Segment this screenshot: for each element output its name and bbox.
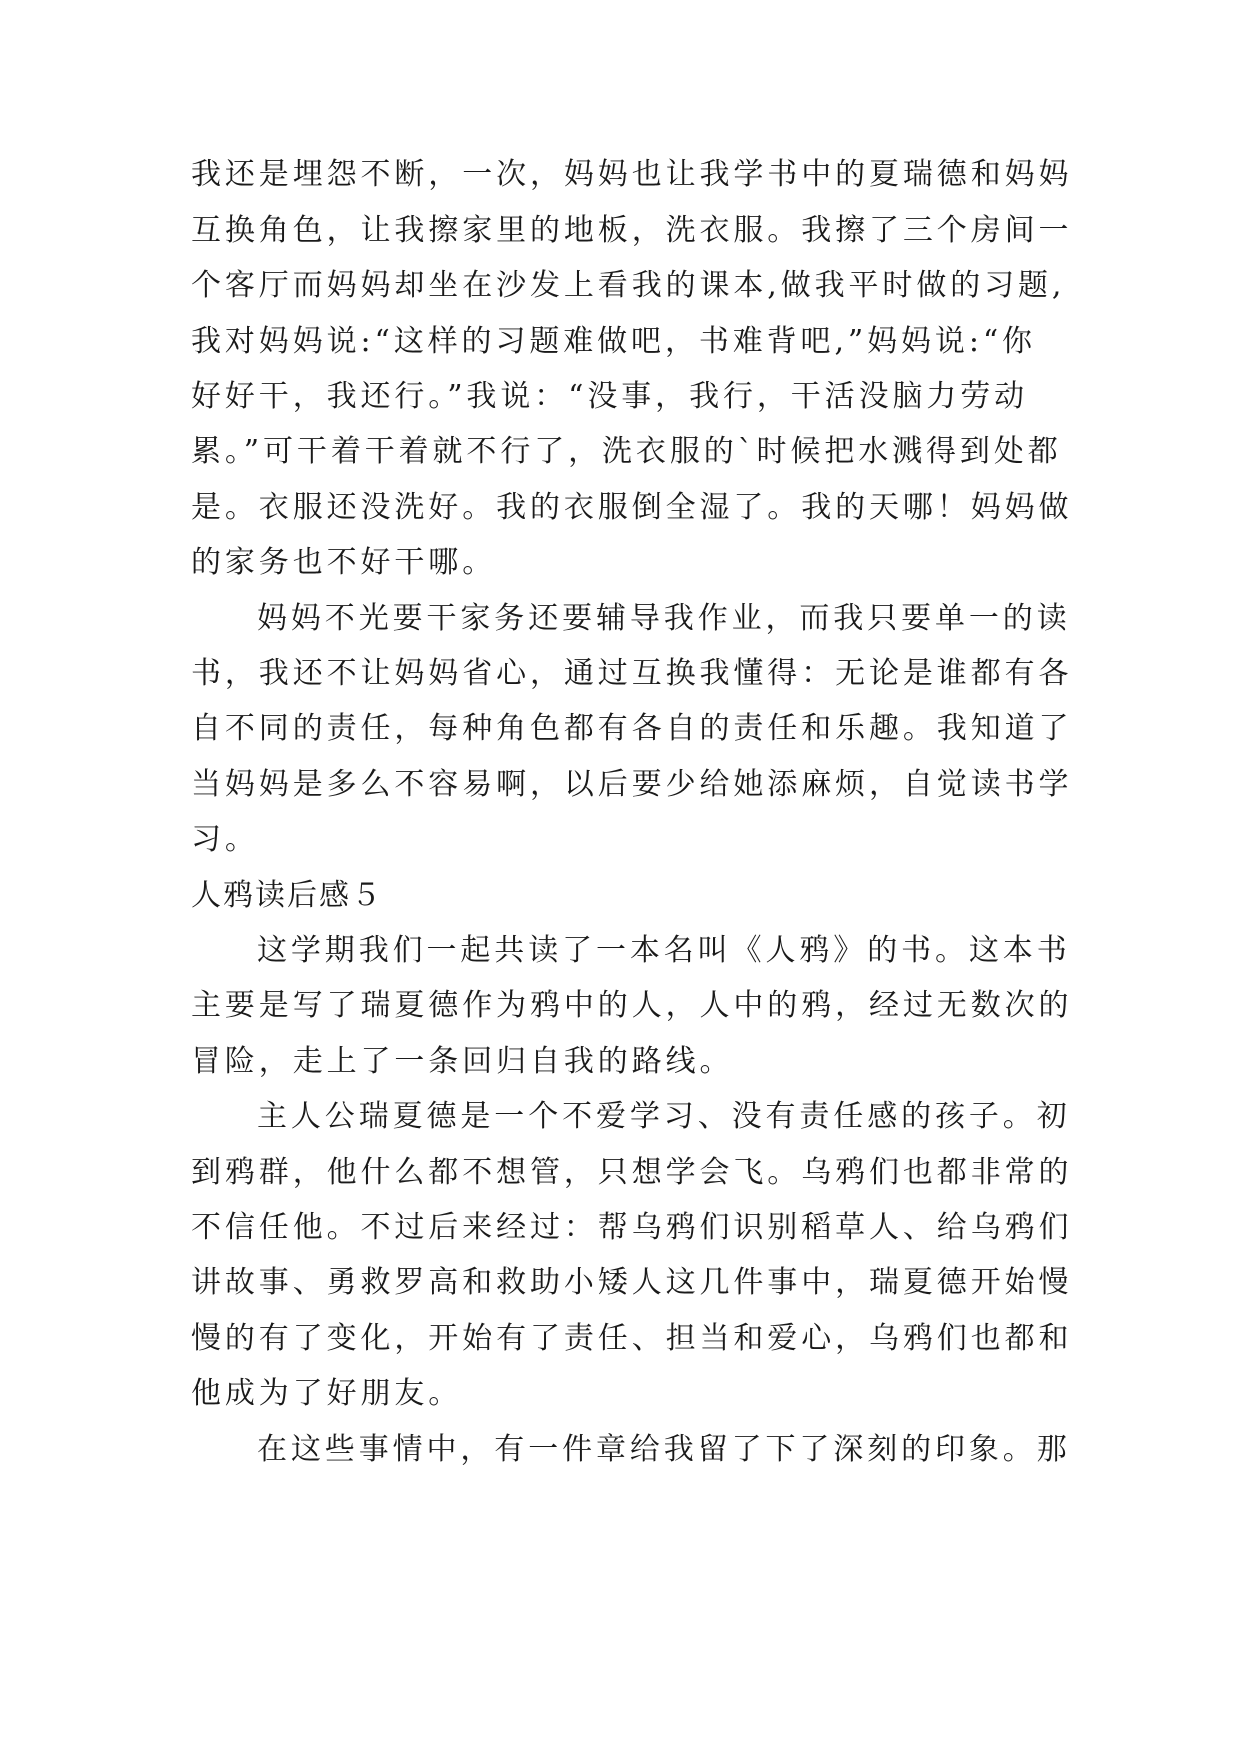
text-line: 主要是写了瑞夏德作为鸦中的人，人中的鸦，经过无数次的: [191, 988, 1073, 1023]
text-line: 我还是埋怨不断，一次，妈妈也让我学书中的夏瑞德和妈妈: [191, 157, 1073, 192]
text-line: 我对妈妈说:“这样的习题难做吧，书难背吧,”妈妈说:“你: [191, 324, 1036, 359]
text-line: 是。衣服还没洗好。我的衣服倒全湿了。我的天哪！妈妈做: [191, 490, 1073, 525]
text-line: 书，我还不让妈妈省心，通过互换我懂得：无论是谁都有各: [191, 656, 1073, 691]
text-line: 慢的有了变化，开始有了责任、担当和爱心，乌鸦们也都和: [191, 1321, 1073, 1356]
text-line: 的家务也不好干哪。: [191, 545, 497, 580]
paragraph-first-line: 妈妈不光要干家务还要辅导我作业，而我只要单一的读: [257, 601, 1071, 636]
text-line: 好好干，我还行。”我说：“没事，我行，干活没脑力劳动: [191, 379, 1029, 414]
paragraph-first-line: 在这些事情中，有一件章给我留了下了深刻的印象。那: [257, 1432, 1071, 1467]
text-line: 自不同的责任，每种角色都有各自的责任和乐趣。我知道了: [191, 711, 1073, 746]
text-line: 个客厅而妈妈却坐在沙发上看我的课本,做我平时做的习题,: [191, 268, 1066, 303]
text-line: 当妈妈是多么不容易啊，以后要少给她添麻烦，自觉读书学: [191, 767, 1073, 802]
text-line: 习。: [191, 822, 259, 857]
paragraph-first-line: 这学期我们一起共读了一本名叫《人鸦》的书。这本书: [257, 933, 1071, 968]
text-line: 互换角色，让我擦家里的地板，洗衣服。我擦了三个房间一: [191, 213, 1073, 248]
text-line: 到鸦群，他什么都不想管，只想学会飞。乌鸦们也都非常的: [191, 1155, 1073, 1190]
text-line: 他成为了好朋友。: [191, 1376, 463, 1411]
paragraph-first-line: 主人公瑞夏德是一个不爱学习、没有责任感的孩子。初: [257, 1099, 1071, 1134]
text-line: 冒险，走上了一条回归自我的路线。: [191, 1044, 734, 1079]
text-line: 不信任他。不过后来经过：帮乌鸦们识别稻草人、给乌鸦们: [191, 1210, 1073, 1245]
section-heading: 人鸦读后感５: [191, 878, 383, 913]
text-line: 累。”可干着干着就不行了，洗衣服的`时候把水溅得到处都: [191, 434, 1062, 469]
text-line: 讲故事、勇救罗高和救助小矮人这几件事中，瑞夏德开始慢: [191, 1265, 1073, 1300]
